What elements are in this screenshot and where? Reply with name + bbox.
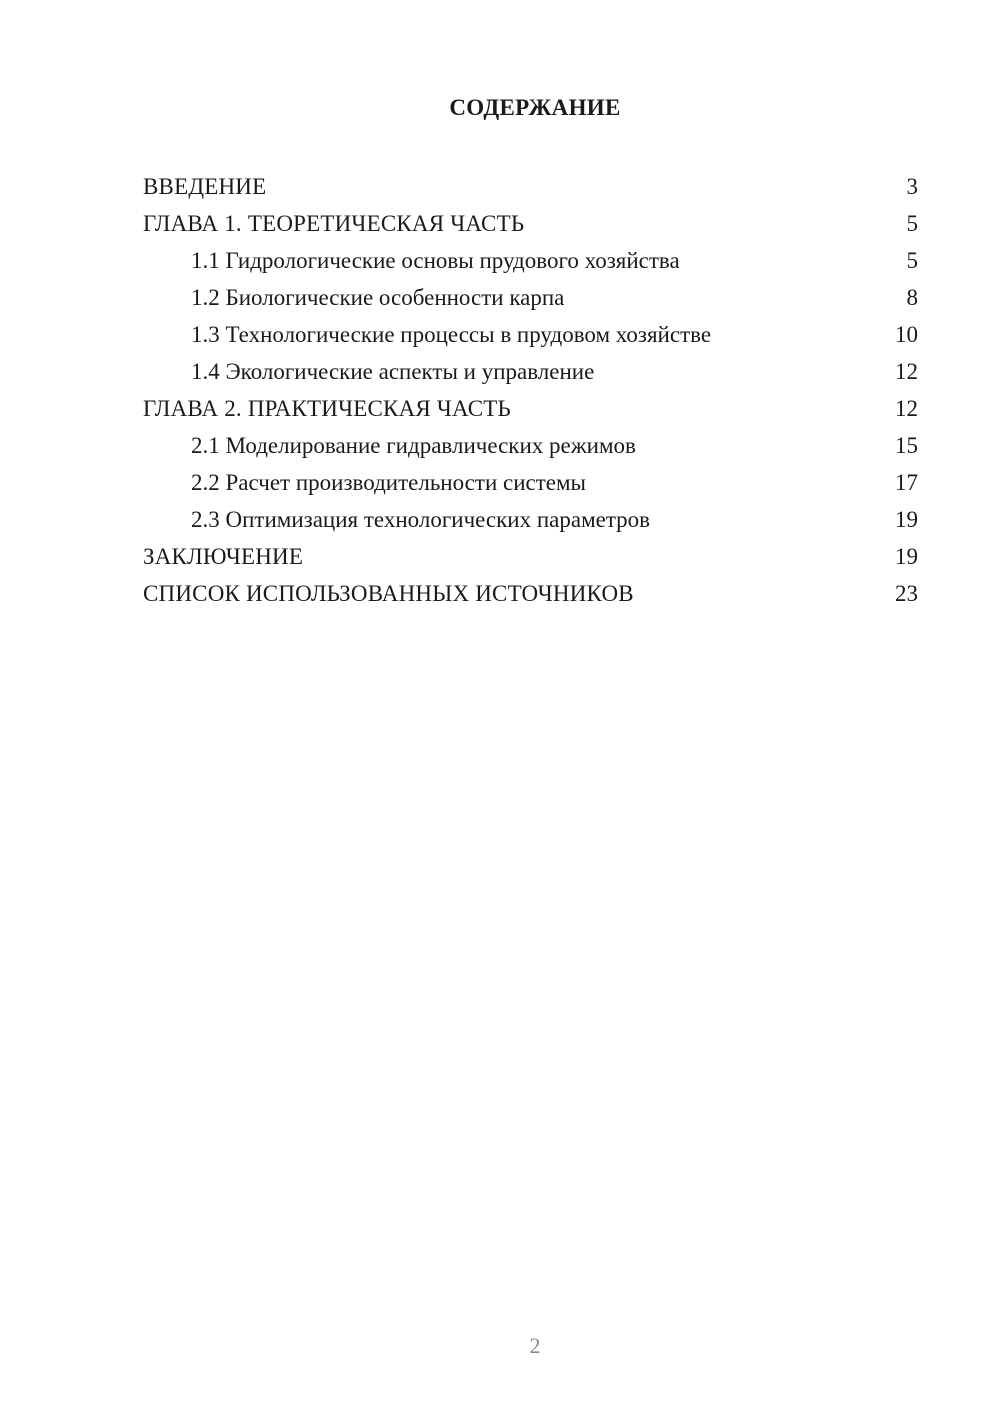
table-of-contents — [143, 168, 918, 612]
toc-entry-conclusion[interactable] — [143, 538, 918, 575]
toc-entry-page: 5 — [906, 211, 918, 236]
toc-entry-chapter-2[interactable] — [143, 390, 918, 427]
toc-entry-text: 1.4 Экологические аспекты и управление — [191, 359, 595, 384]
toc-entry-text: ГЛАВА 2. ПРАКТИЧЕСКАЯ ЧАСТЬ — [143, 396, 511, 421]
page-title: СОДЕРЖАНИЕ — [449, 95, 621, 120]
toc-entry-page: 23 — [895, 581, 918, 606]
toc-entry-text: ВВЕДЕНИЕ — [143, 174, 267, 199]
toc-entry-page: 8 — [906, 285, 918, 310]
toc-entry-page: 12 — [895, 396, 918, 421]
toc-entry-introduction[interactable] — [143, 168, 918, 205]
toc-entry-text: 2.3 Оптимизация технологических параметров — [191, 507, 651, 532]
toc-entry-section-1-3[interactable] — [143, 316, 918, 353]
toc-entry-page: 19 — [895, 544, 918, 569]
toc-entry-page: 12 — [895, 359, 918, 384]
toc-entry-text: СПИСОК ИСПОЛЬЗОВАННЫХ ИСТОЧНИКОВ — [143, 581, 634, 606]
page-number: 2 — [529, 1333, 541, 1358]
toc-entry-section-2-3[interactable] — [143, 501, 918, 538]
toc-entry-page: 19 — [895, 507, 918, 532]
toc-entry-page: 17 — [895, 470, 918, 495]
toc-entry-text: 1.2 Биологические особенности карпа — [191, 285, 565, 310]
toc-entry-text: 1.3 Технологические процессы в прудовом хозяйстве — [191, 322, 712, 347]
toc-entry-page: 5 — [906, 248, 918, 273]
toc-entry-text: ЗАКЛЮЧЕНИЕ — [143, 544, 304, 569]
toc-entry-section-1-1[interactable] — [143, 242, 918, 279]
toc-entry-chapter-1[interactable] — [143, 205, 918, 242]
toc-entry-text: ГЛАВА 1. ТЕОРЕТИЧЕСКАЯ ЧАСТЬ — [143, 211, 525, 236]
toc-entry-text: 1.1 Гидрологические основы прудового хозяйства — [191, 248, 680, 273]
toc-entry-references[interactable] — [143, 575, 918, 612]
toc-entry-section-2-1[interactable] — [143, 427, 918, 464]
toc-entry-section-1-4[interactable] — [143, 353, 918, 390]
toc-entry-page: 3 — [906, 174, 918, 199]
toc-entry-page: 15 — [895, 433, 918, 458]
toc-entry-text: 2.2 Расчет производительности системы — [191, 470, 586, 495]
toc-entry-section-2-2[interactable] — [143, 464, 918, 501]
toc-entry-section-1-2[interactable] — [143, 279, 918, 316]
toc-entry-page: 10 — [895, 322, 918, 347]
toc-entry-text: 2.1 Моделирование гидравлических режимов — [191, 433, 636, 458]
